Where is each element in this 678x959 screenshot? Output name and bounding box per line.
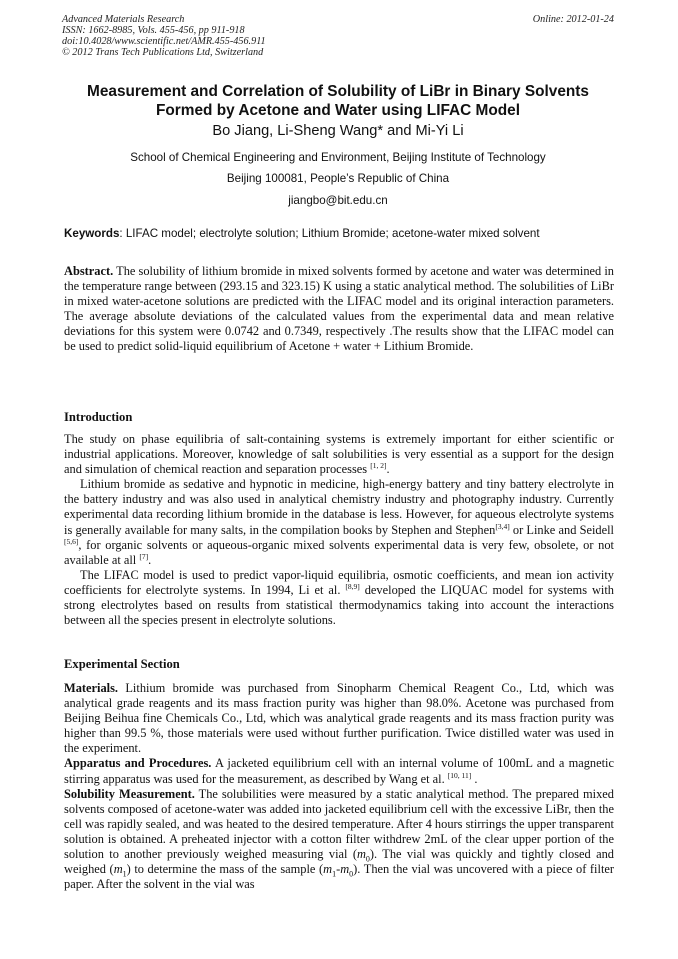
intro-paragraph-2	[64, 477, 614, 568]
apparatus-text: A jacketed equilibrium cell with an internal volume of 100mL and a magnetic stirring apparatus was used for the measurement, as described by Wang et al.	[64, 756, 615, 786]
math-subscript: 0	[349, 869, 354, 879]
math-subscript: 0	[365, 854, 370, 864]
apparatus-paragraph	[64, 756, 614, 786]
intro-p2-text: or Linke and Seidell	[509, 522, 614, 537]
materials-text: Lithium bromide was purchased from Sinopharm Chemical Reagent Co., Ltd, which was analytical grade reagents and its mass fraction purity was higher than 98.0%. Acetone was purchased from Beijing Beihua fine Chemicals Co., Ltd, which was analytical grade reagents and its mass fraction purity was higher than 99.5 %, those materials were used without further purification. Twice distilled water was used in the experiment.	[64, 681, 614, 756]
intro-p2-end: .	[148, 552, 152, 567]
author-list: Bo Jiang, Li-Sheng Wang* and Mi-Yi Li	[212, 123, 464, 139]
keywords	[64, 227, 616, 241]
keywords-text: : LIFAC model; electrolyte solution; Lithium Bromide; acetone-water mixed solvent	[119, 227, 540, 240]
apparatus-label: Apparatus and Procedures.	[64, 756, 212, 771]
materials-paragraph	[64, 681, 614, 756]
citation: [7]	[139, 551, 149, 561]
experimental-body	[64, 681, 614, 892]
affiliation-line-2: Beijing 100081, People’s Republic of China	[226, 172, 450, 185]
issn-line: ISSN: 1662-8985, Vols. 455-456, pp 911-918	[62, 25, 245, 36]
section-heading-experimental: Experimental Section	[64, 657, 180, 671]
online-date: Online: 2012-01-24	[532, 14, 614, 25]
solubility-text: ) to determine the mass of the sample (	[126, 862, 324, 877]
section-heading-introduction: Introduction	[64, 410, 133, 424]
journal-header	[62, 14, 614, 58]
solubility-text: ). The vial was quickly and tightly closed and weighed (	[64, 847, 614, 877]
solubility-label: Solubility Measurement.	[64, 786, 195, 801]
affiliation-line-1: School of Chemical Engineering and Environment, Beijing Institute of Technology	[130, 151, 546, 164]
intro-paragraph-1	[64, 432, 614, 477]
citation: [10, 11]	[447, 770, 472, 780]
math-subscript: 1	[332, 869, 337, 879]
paper-title	[62, 82, 614, 120]
math-minus: -	[336, 862, 341, 877]
intro-paragraph-3	[64, 568, 614, 628]
copyright-line: © 2012 Trans Tech Publications Ltd, Switzerland	[62, 47, 264, 58]
citation: [8,9]	[345, 581, 360, 591]
author-email: jiangbo@bit.edu.cn	[288, 194, 388, 207]
intro-p2-text: Lithium bromide as sedative and hypnotic in medicine, high-energy battery and tiny battery electrolyte in the battery industry and was also used in analytical chemistry industry and photography industry. Currently experimental data recording lithium bromide in the database is less. However, for aqueous electrolyte systems is generally available for many salts, in the compilation books by Stephen and Stephen	[64, 477, 614, 537]
abstract-label: Abstract.	[64, 264, 114, 278]
journal-name: Advanced Materials Research	[62, 14, 185, 25]
introduction-body	[64, 432, 614, 628]
math-m: m	[356, 847, 366, 862]
solubility-paragraph	[64, 787, 614, 893]
intro-p2-text: , for organic solvents or aqueous-organic mixed solvents experimental data is very few, obsolete, or not available at all	[64, 537, 614, 567]
solubility-text: The solubilities were measured by a static analytical method. The prepared mixed solvents composed of acetone-water was added into jacketed equilibrium cell with the excessive LiBr, then the cell was rapidly sealed, and was heated to the desired temperature. After 4 hours stirrings the upper transparent solution is obtained. A preheated injector with a cotton filter withdrew 2mL of the clear upper portion of the solution to another previously weighed measuring vial (	[64, 786, 615, 862]
math-m: m	[340, 862, 350, 877]
intro-p3-text: developed the LIQUAC model for systems with strong electrolytes based on results from statistical thermodynamics taking into account the interactions between all the species present in electrolyte solutions.	[64, 582, 614, 628]
abstract-text: The solubility of lithium bromide in mixed solvents formed by acetone and water was determined in the temperature range between (293.15 and 323.15) K using a static analytical method. The solubilities of LiBr in mixed water-acetone solutions are predicted with the LIFAC model and its original interaction parameters. The average absolute deviations of the calculated values from the experimental data and mean relative deviations for this system were 0.0742 and 0.7349, respectively .The results show that the LIFAC model can be used to predict solid-liquid equilibrium of Acetone + water + Lithium Bromide.	[64, 264, 614, 354]
doi-line: doi:10.4028/www.scientific.net/AMR.455-456.911	[62, 36, 266, 47]
abstract	[64, 264, 614, 355]
citation: [1, 2]	[370, 461, 387, 471]
solubility-text: ). Then the vial was uncovered with a piece of filter paper. After the solvent in the vial was	[64, 862, 615, 892]
intro-p3-text: The LIFAC model is used to predict vapor-liquid equilibria, osmotic coefficients, and mean ion activity coefficients for electrolyte systems. In 1994, Li et al.	[64, 567, 614, 597]
keywords-label: Keywords	[64, 227, 120, 240]
intro-p1-text: The study on phase equilibria of salt-containing systems is extremely important for either scientific or industrial applications. Moreover, knowledge of salt solubilities is very essential as a support for the design and simulation of chemical reaction and separation processes	[64, 432, 614, 477]
intro-p1-end: .	[386, 462, 390, 477]
title-line-1: Measurement and Correlation of Solubility of LiBr in Binary Solvents	[87, 83, 589, 100]
citation: [3,4]	[495, 521, 510, 531]
materials-label: Materials.	[64, 681, 119, 695]
math-m: m	[113, 862, 123, 877]
title-line-2: Formed by Acetone and Water using LIFAC Model	[156, 102, 520, 119]
apparatus-end: .	[471, 771, 478, 786]
math-m: m	[323, 862, 333, 877]
math-subscript: 1	[122, 869, 127, 879]
citation: [5,6]	[64, 536, 79, 546]
